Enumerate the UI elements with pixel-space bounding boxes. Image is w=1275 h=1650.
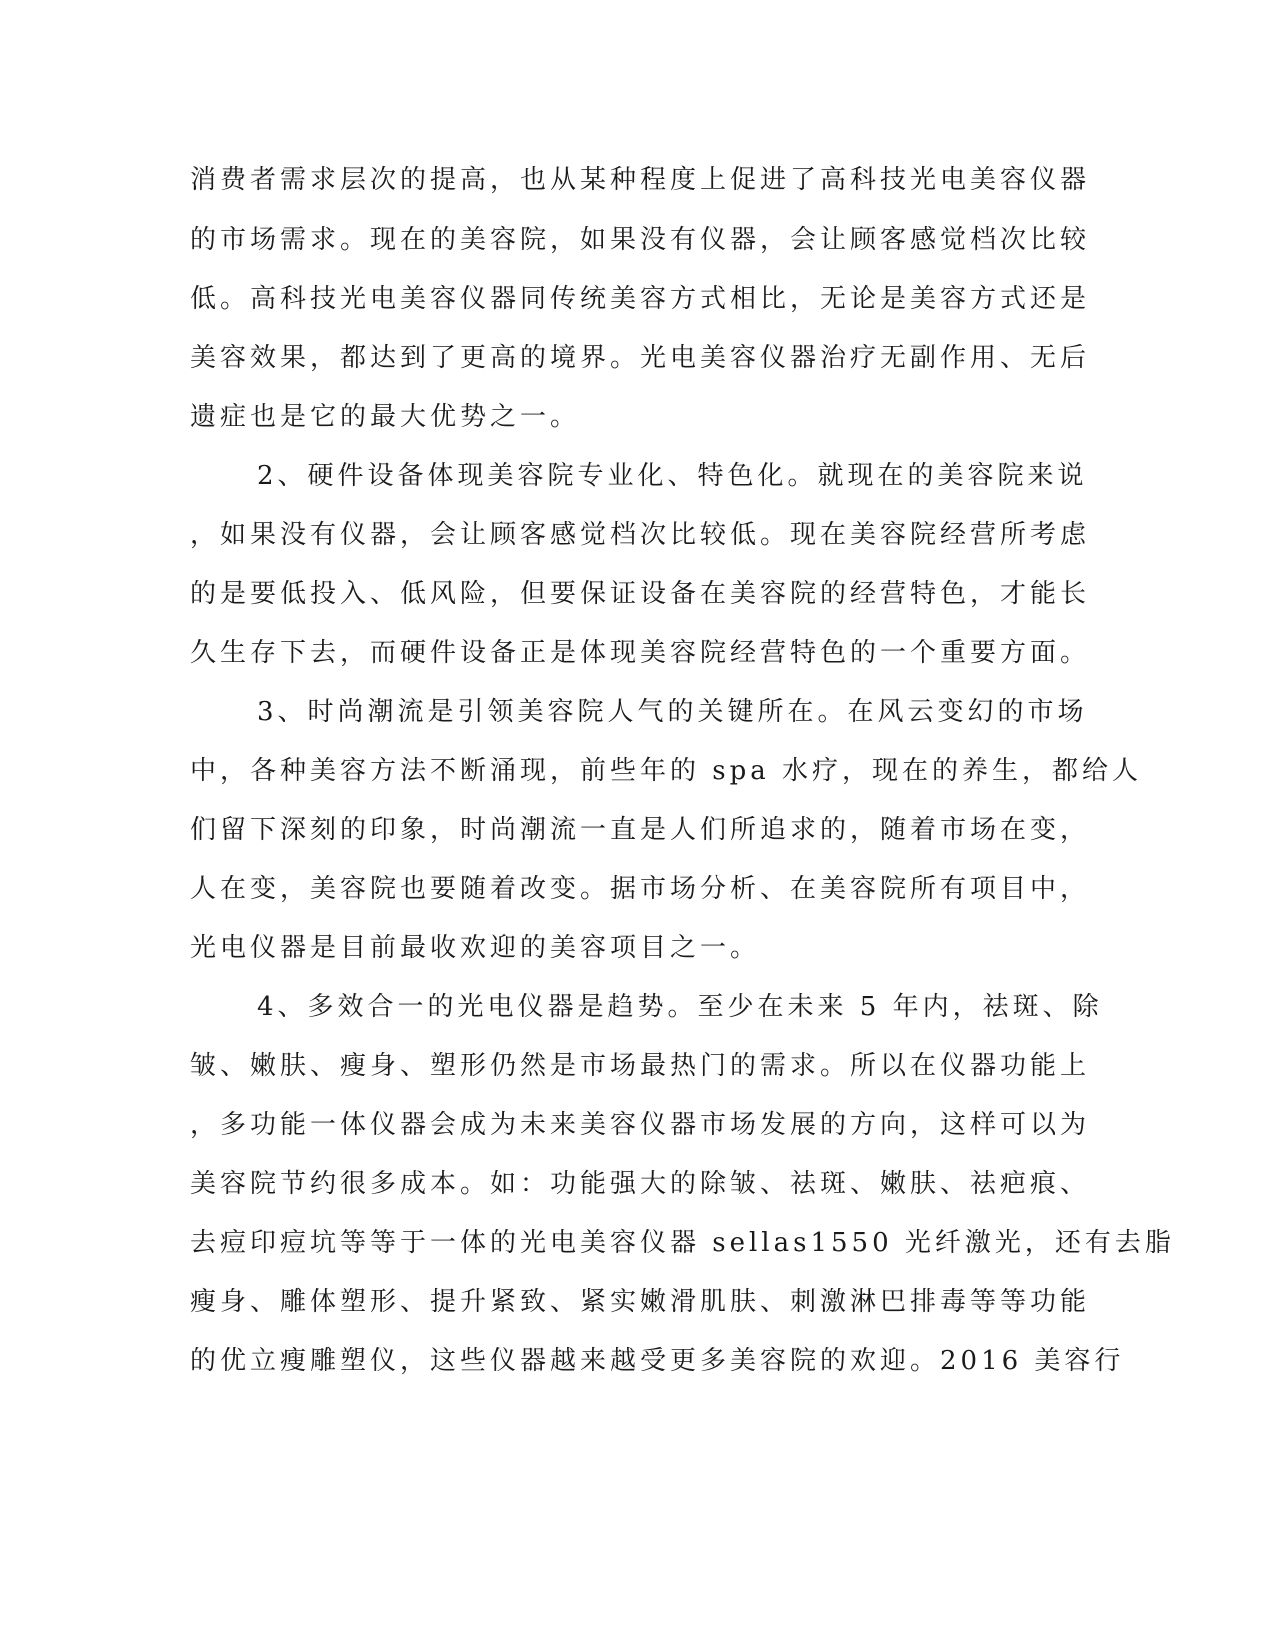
text-line: 遗症也是它的最大优势之一。 (190, 402, 581, 432)
text-line: 低。高科技光电美容仪器同传统美容方式相比，无论是美容方式还是 (190, 284, 1091, 314)
text-line: 人在变，美容院也要随着改变。据市场分析、在美容院所有项目中， (190, 874, 1091, 904)
text-line: 们留下深刻的印象，时尚潮流一直是人们所追求的，随着市场在变， (190, 815, 1091, 845)
text-line: 3、时尚潮流是引领美容院人气的关键所在。在风云变幻的市场 (257, 697, 1088, 727)
text-line: 瘦身、雕体塑形、提升紧致、紧实嫩滑肌肤、刺激淋巴排毒等等功能 (190, 1287, 1091, 1317)
text-line: ，多功能一体仪器会成为未来美容仪器市场发展的方向，这样可以为 (190, 1110, 1091, 1140)
text-line: 久生存下去，而硬件设备正是体现美容院经营特色的一个重要方面。 (190, 638, 1091, 668)
text-line: 美容效果，都达到了更高的境界。光电美容仪器治疗无副作用、无后 (190, 343, 1091, 373)
text-line: 中，各种美容方法不断涌现，前些年的 spa 水疗，现在的养生，都给人 (190, 756, 1143, 786)
text-line: 皱、嫩肤、瘦身、塑形仍然是市场最热门的需求。所以在仪器功能上 (190, 1051, 1091, 1081)
text-line: 的优立瘦雕塑仪，这些仪器越来越受更多美容院的欢迎。2016 美容行 (190, 1346, 1125, 1376)
text-line: 光电仪器是目前最收欢迎的美容项目之一。 (190, 933, 761, 963)
text-line: 消费者需求层次的提高，也从某种程度上促进了高科技光电美容仪器 (190, 165, 1091, 195)
text-line: 的是要低投入、低风险，但要保证设备在美容院的经营特色，才能长 (190, 579, 1091, 609)
text-line: 2、硬件设备体现美容院专业化、特色化。就现在的美容院来说 (257, 461, 1088, 491)
text-line: ，如果没有仪器，会让顾客感觉档次比较低。现在美容院经营所考虑 (190, 520, 1091, 550)
text-line: 美容院节约很多成本。如：功能强大的除皱、祛斑、嫩肤、祛疤痕、 (190, 1169, 1091, 1199)
text-line: 的市场需求。现在的美容院，如果没有仪器，会让顾客感觉档次比较 (190, 225, 1091, 255)
text-line: 4、多效合一的光电仪器是趋势。至少在未来 5 年内，祛斑、除 (257, 992, 1103, 1022)
text-line: 去痘印痘坑等等于一体的光电美容仪器 sellas1550 光纤激光，还有去脂 (190, 1228, 1175, 1258)
